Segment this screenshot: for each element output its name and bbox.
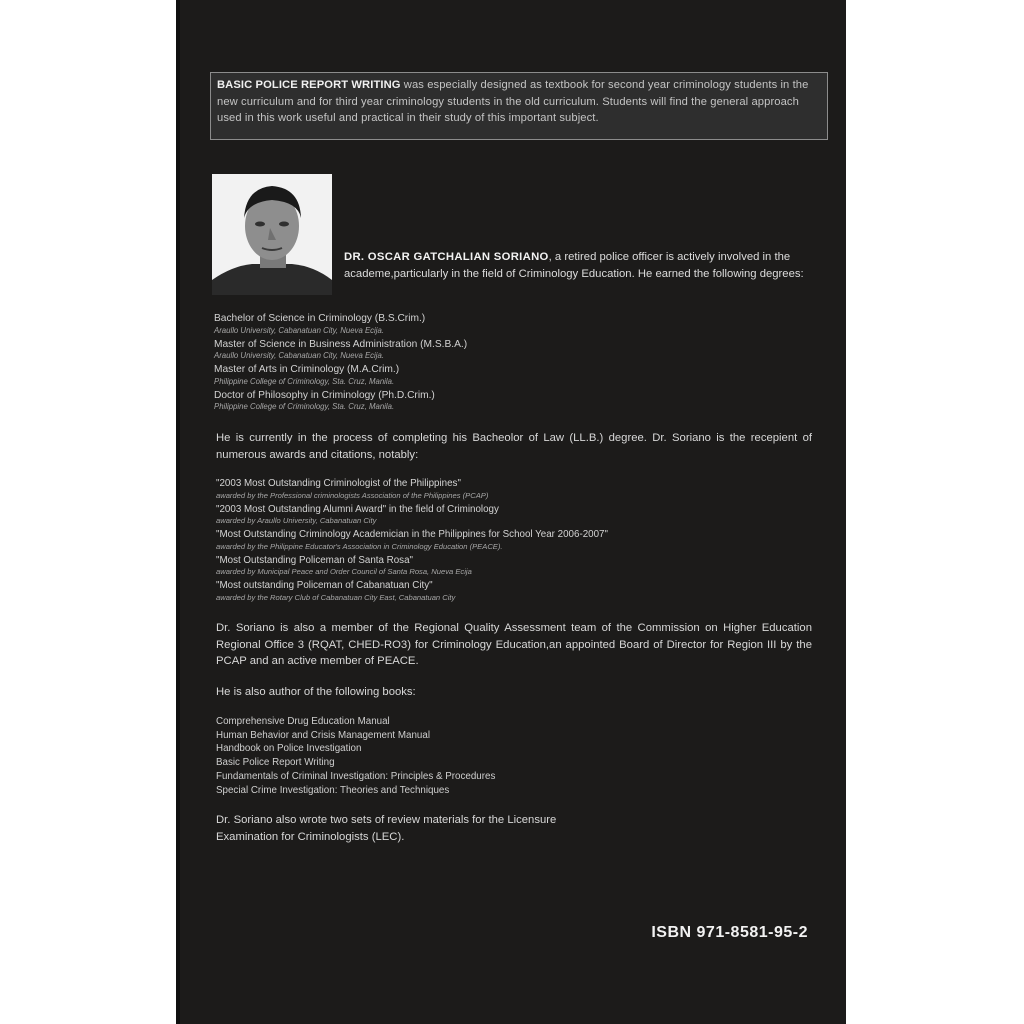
isbn-number: ISBN 971-8581-95-2 xyxy=(651,924,808,941)
degree-school: Araullo University, Cabanatuan City, Nueva Ecija. xyxy=(214,351,385,360)
award-title: "Most outstanding Policeman of Cabanatuan City" xyxy=(216,580,433,591)
book-title: BASIC POLICE REPORT WRITING xyxy=(217,79,401,91)
degree-name: Master of Arts in Criminology (M.A.Crim.) xyxy=(214,364,400,375)
award-giver: awarded by Municipal Peace and Order Council of Santa Rosa, Nueva Ecija xyxy=(216,567,472,576)
award-title: "2003 Most Outstanding Criminologist of the Philippines" xyxy=(216,478,461,489)
degree-name: Master of Science in Business Administration (M.S.B.A.) xyxy=(214,338,468,350)
award-title: "2003 Most Outstanding Alumni Award" in the field of Criminology xyxy=(216,503,499,515)
member-paragraph: Dr. Soriano is also a member of the Regional Quality Assessment team of the Commission on Higher Education Regional Office 3 (RQAT, CHED-RO3) for Criminology Education,an appointed Board of Director for Region III by the PCAP and an active member of PEACE. xyxy=(216,622,812,667)
award-title: "Most Outstanding Criminology Academician in the Philippines for School Year 2006-2007" xyxy=(216,529,608,540)
author-name: DR. OSCAR GATCHALIAN SORIANO xyxy=(344,251,549,263)
review-paragraph: Dr. Soriano also wrote two sets of review materials for the Licensure Examination for Criminologists (LEC). xyxy=(216,814,557,843)
awards-list xyxy=(216,478,816,606)
books-intro: He is also author of the following books: xyxy=(216,686,416,698)
degree-name: Bachelor of Science in Criminology (B.S.Crim.) xyxy=(214,313,426,324)
degrees-list xyxy=(214,313,814,415)
summary-text: was especially designed as textbook for second year criminology students in the new curriculum and for third year criminology students in the old curriculum. Students will find the general approach used in this work useful and practical in their study of this important subject. xyxy=(217,79,809,124)
award-giver: awarded by the Philippine Educator's Association in Criminology Education (PEACE). xyxy=(216,541,503,551)
book-item: Fundamentals of Criminal Investigation: Principles & Procedures xyxy=(216,770,496,782)
degree-school: Araullo University, Cabanatuan City, Nueva Ecija. xyxy=(214,325,385,335)
award-giver: awarded by the Rotary Club of Cabanatuan City East, Cabanatuan City xyxy=(216,592,456,602)
author-intro xyxy=(344,249,814,282)
award-title: "Most Outstanding Policeman of Santa Rosa" xyxy=(216,554,414,566)
book-item: Basic Police Report Writing xyxy=(216,757,335,769)
book-item: Special Crime Investigation: Theories and Techniques xyxy=(216,784,450,796)
summary-box xyxy=(210,72,828,140)
award-giver: awarded by Araullo University, Cabanatuan City xyxy=(216,516,377,525)
author-photo xyxy=(212,174,332,295)
degree-name: Doctor of Philosophy in Criminology (Ph.D.Crim.) xyxy=(214,389,435,401)
award-giver: awarded by the Professional criminologists Association of the Philippines (PCAP) xyxy=(216,490,489,500)
back-cover xyxy=(176,0,846,1024)
book-item: Comprehensive Drug Education Manual xyxy=(216,716,390,727)
book-item: Human Behavior and Crisis Management Manual xyxy=(216,729,431,741)
book-item: Handbook on Police Investigation xyxy=(216,743,362,755)
degree-school: Philippine College of Criminology, Sta. Cruz, Manila. xyxy=(214,376,395,386)
books-list xyxy=(216,715,716,797)
degree-school: Philippine College of Criminology, Sta. Cruz, Manila. xyxy=(214,402,395,411)
author-intro-text: , a retired police officer is actively involved in the academe,particularly in the field of Criminology Education. He earned the following degrees: xyxy=(344,251,804,280)
law-paragraph: He is currently in the process of completing his Bacheolor of Law (LL.B.) degree. Dr. Soriano is the recepient of numerous awards and citations, notably: xyxy=(216,432,812,461)
